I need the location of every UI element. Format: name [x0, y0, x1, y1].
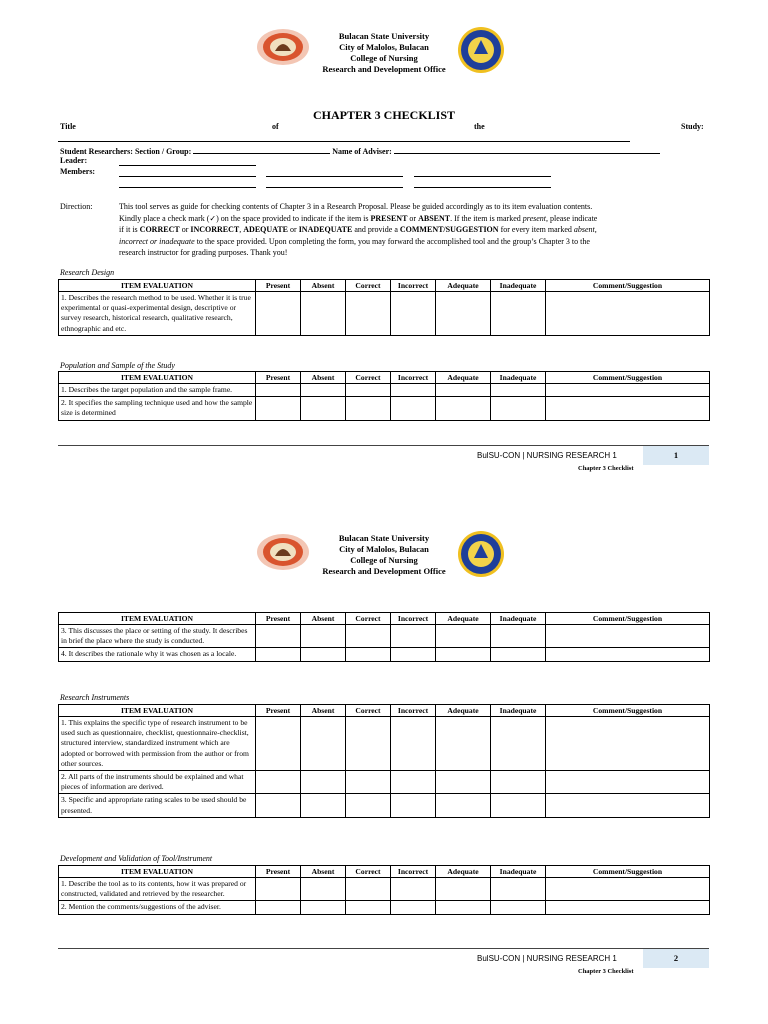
comment-suggestion-cell[interactable]	[546, 397, 710, 420]
college-name: College of Nursing	[350, 555, 418, 565]
column-header-incorrect: Incorrect	[391, 866, 436, 878]
member-field-2[interactable]	[266, 168, 403, 177]
column-header-correct: Correct	[346, 866, 391, 878]
correct-cell[interactable]	[346, 384, 391, 397]
comment-suggestion-cell[interactable]	[546, 384, 710, 397]
section-title-validation: Development and Validation of Tool/Instrument	[60, 854, 213, 863]
inadequate-cell[interactable]	[491, 771, 546, 794]
adequate-cell[interactable]	[436, 717, 491, 771]
absent-cell[interactable]	[301, 901, 346, 914]
item-text: 1. This explains the specific type of research instrument to be used such as questionnaire, checklist, questionnaire-checklist, structured interview, standardized instrument which are adopted or borrowed with permission from the author or from other sources.	[59, 717, 256, 771]
column-header-absent: Absent	[301, 280, 346, 292]
column-header-present: Present	[256, 705, 301, 717]
incorrect-cell[interactable]	[391, 397, 436, 420]
present-cell[interactable]	[256, 397, 301, 420]
column-header-inadequate: Inadequate	[491, 613, 546, 625]
absent-cell[interactable]	[301, 878, 346, 901]
column-header-incorrect: Incorrect	[391, 613, 436, 625]
direction-line-5: research instructor for grading purposes. Thank you!	[119, 248, 288, 257]
office-name: Research and Development Office	[322, 566, 446, 576]
absent-cell[interactable]	[301, 794, 346, 817]
correct-cell[interactable]	[346, 397, 391, 420]
column-header-adequate: Adequate	[436, 866, 491, 878]
section-title-design: Research Design	[60, 268, 115, 277]
university-name: Bulacan State University	[338, 31, 430, 41]
footer-text: BulSU-CON | NURSING RESEARCH 1	[477, 451, 617, 460]
item-text: 3. This discusses the place or setting of the study. It describes in brief the place where the study is conducted.	[59, 625, 256, 648]
footer-text: BulSU-CON | NURSING RESEARCH 1	[477, 954, 617, 963]
column-header-correct: Correct	[346, 705, 391, 717]
direction-line-4: incorrect or inadequate to the space provided. Upon completing the form, you may forward the accomplished tool and the group’s Chapter 3 to the	[119, 236, 590, 246]
section-title-population: Population and Sample of the Study	[60, 361, 175, 370]
table-header-row	[59, 613, 710, 625]
column-header-present: Present	[256, 866, 301, 878]
item-text: 2. Mention the comments/suggestions of the adviser.	[59, 901, 256, 914]
present-cell[interactable]	[256, 384, 301, 397]
present-cell[interactable]	[256, 648, 301, 661]
column-header-item-evaluation: ITEM EVALUATION	[59, 280, 256, 292]
column-header-correct: Correct	[346, 280, 391, 292]
column-header-comment-suggestion: Comment/Suggestion	[546, 280, 710, 292]
inadequate-cell[interactable]	[491, 901, 546, 914]
item-text: 4. It describes the rationale why it was chosen as a locale.	[59, 648, 256, 661]
table-row	[59, 771, 710, 794]
item-text: 1. Describe the tool as to its contents, how it was prepared or constructed, validated and retrieved by the researcher.	[59, 878, 256, 901]
table-header-row	[59, 280, 710, 292]
present-cell[interactable]	[256, 771, 301, 794]
present-cell[interactable]	[256, 901, 301, 914]
of-label: of	[272, 122, 279, 131]
column-header-item-evaluation: ITEM EVALUATION	[59, 705, 256, 717]
adequate-cell[interactable]	[436, 878, 491, 901]
table-instruments	[58, 704, 710, 818]
incorrect-cell[interactable]	[391, 771, 436, 794]
table-header-row	[59, 705, 710, 717]
title-label: Title	[60, 122, 76, 131]
incorrect-cell[interactable]	[391, 794, 436, 817]
leader-field[interactable]	[119, 157, 256, 166]
page-number-box: 1	[643, 446, 709, 465]
college-name: College of Nursing	[350, 53, 418, 63]
present-cell[interactable]	[256, 292, 301, 336]
absent-cell[interactable]	[301, 292, 346, 336]
table-row	[59, 292, 710, 336]
column-header-correct: Correct	[346, 613, 391, 625]
member-field-6[interactable]	[414, 179, 551, 188]
absent-cell[interactable]	[301, 384, 346, 397]
item-text: 2. It specifies the sampling technique used and how the sample size is determined	[59, 397, 256, 420]
office-name: Research and Development Office	[322, 64, 446, 74]
present-cell[interactable]	[256, 878, 301, 901]
inadequate-cell[interactable]	[491, 384, 546, 397]
comment-suggestion-cell[interactable]	[546, 625, 710, 648]
footer-divider	[58, 445, 709, 446]
column-header-comment-suggestion: Comment/Suggestion	[546, 372, 710, 384]
table-row	[59, 625, 710, 648]
table-header-row	[59, 866, 710, 878]
title-field[interactable]	[58, 141, 630, 142]
inadequate-cell[interactable]	[491, 397, 546, 420]
absent-cell[interactable]	[301, 397, 346, 420]
column-header-absent: Absent	[301, 705, 346, 717]
column-header-comment-suggestion: Comment/Suggestion	[546, 613, 710, 625]
table-population	[58, 371, 710, 421]
column-header-inadequate: Inadequate	[491, 280, 546, 292]
member-field-4[interactable]	[119, 179, 256, 188]
university-header	[0, 533, 768, 577]
researchers-label: Student Researchers:	[60, 147, 133, 156]
inadequate-cell[interactable]	[491, 292, 546, 336]
nursing-seal-icon	[457, 26, 505, 74]
inadequate-cell[interactable]	[491, 794, 546, 817]
column-header-correct: Correct	[346, 372, 391, 384]
column-header-comment-suggestion: Comment/Suggestion	[546, 705, 710, 717]
incorrect-cell[interactable]	[391, 901, 436, 914]
direction-line-3: if it is CORRECT or INCORRECT, ADEQUATE or INADEQUATE and provide a COMMENT/SUGGESTION for every item marked absent,	[119, 225, 597, 234]
column-header-absent: Absent	[301, 866, 346, 878]
correct-cell[interactable]	[346, 901, 391, 914]
university-city: City of Malolos, Bulacan	[339, 42, 429, 52]
inadequate-cell[interactable]	[491, 648, 546, 661]
adequate-cell[interactable]	[436, 901, 491, 914]
column-header-present: Present	[256, 372, 301, 384]
inadequate-cell[interactable]	[491, 878, 546, 901]
correct-cell[interactable]	[346, 878, 391, 901]
absent-cell[interactable]	[301, 648, 346, 661]
item-text: 3. Specific and appropriate rating scales to be used should be presented.	[59, 794, 256, 817]
running-title: Chapter 3 Checklist	[578, 465, 634, 472]
column-header-present: Present	[256, 280, 301, 292]
page-number-box: 2	[643, 949, 709, 968]
nursing-seal-icon	[457, 530, 505, 578]
column-header-item-evaluation: ITEM EVALUATION	[59, 613, 256, 625]
item-text: 2. All parts of the instruments should be explained and what pieces of information are derived.	[59, 771, 256, 794]
table-row	[59, 648, 710, 661]
section-field[interactable]	[193, 145, 330, 154]
direction-label: Direction:	[60, 202, 93, 211]
incorrect-cell[interactable]	[391, 292, 436, 336]
column-header-item-evaluation: ITEM EVALUATION	[59, 866, 256, 878]
form-title: CHAPTER 3 CHECKLIST	[312, 108, 456, 122]
members-label: Members:	[60, 167, 96, 176]
the-label: the	[474, 122, 485, 131]
member-field-1[interactable]	[119, 168, 256, 177]
correct-cell[interactable]	[346, 794, 391, 817]
direction-text	[119, 201, 719, 259]
correct-cell[interactable]	[346, 771, 391, 794]
column-header-incorrect: Incorrect	[391, 372, 436, 384]
incorrect-cell[interactable]	[391, 878, 436, 901]
column-header-adequate: Adequate	[436, 372, 491, 384]
comment-suggestion-cell[interactable]	[546, 717, 710, 771]
incorrect-cell[interactable]	[391, 384, 436, 397]
column-header-absent: Absent	[301, 372, 346, 384]
comment-suggestion-cell[interactable]	[546, 648, 710, 661]
university-name: Bulacan State University	[338, 533, 430, 543]
adequate-cell[interactable]	[436, 648, 491, 661]
table-row	[59, 794, 710, 817]
item-text: 1. Describes the target population and the sample frame.	[59, 384, 256, 397]
adequate-cell[interactable]	[436, 292, 491, 336]
comment-suggestion-cell[interactable]	[546, 901, 710, 914]
comment-suggestion-cell[interactable]	[546, 771, 710, 794]
running-title: Chapter 3 Checklist	[578, 968, 634, 975]
column-header-inadequate: Inadequate	[491, 866, 546, 878]
member-field-3[interactable]	[414, 168, 551, 177]
present-cell[interactable]	[256, 794, 301, 817]
table-row	[59, 717, 710, 771]
table-row	[59, 878, 710, 901]
column-header-comment-suggestion: Comment/Suggestion	[546, 866, 710, 878]
incorrect-cell[interactable]	[391, 717, 436, 771]
column-header-incorrect: Incorrect	[391, 705, 436, 717]
column-header-incorrect: Incorrect	[391, 280, 436, 292]
table-validation	[58, 865, 710, 915]
incorrect-cell[interactable]	[391, 625, 436, 648]
direction-line-1: This tool serves as guide for checking contents of Chapter 3 in a Research Proposal. Please be guided accordingly as to its item evaluation contents.	[119, 202, 593, 211]
column-header-absent: Absent	[301, 613, 346, 625]
correct-cell[interactable]	[346, 625, 391, 648]
adviser-field[interactable]	[394, 145, 660, 154]
university-city: City of Malolos, Bulacan	[339, 544, 429, 554]
direction-line-2: Kindly place a check mark (✓) on the space provided to indicate if the item is PRESENT or ABSENT. If the item is marked present, please indicate	[119, 213, 598, 223]
comment-suggestion-cell[interactable]	[546, 292, 710, 336]
item-text: 1. Describes the research method to be used. Whether it is true experimental or quasi-experimental design, descriptive or survey research, historical research, qualitative research, ethnographic and etc.	[59, 292, 256, 336]
column-header-adequate: Adequate	[436, 280, 491, 292]
inadequate-cell[interactable]	[491, 717, 546, 771]
comment-suggestion-cell[interactable]	[546, 794, 710, 817]
column-header-inadequate: Inadequate	[491, 372, 546, 384]
leader-label: Leader:	[60, 156, 88, 165]
table-header-row	[59, 372, 710, 384]
column-header-inadequate: Inadequate	[491, 705, 546, 717]
adviser-label: Name of Adviser:	[332, 147, 392, 156]
comment-suggestion-cell[interactable]	[546, 878, 710, 901]
section-label: Section / Group:	[134, 147, 192, 156]
inadequate-cell[interactable]	[491, 625, 546, 648]
present-cell[interactable]	[256, 717, 301, 771]
column-header-adequate: Adequate	[436, 705, 491, 717]
column-header-item-evaluation: ITEM EVALUATION	[59, 372, 256, 384]
member-field-5[interactable]	[266, 179, 403, 188]
column-header-adequate: Adequate	[436, 613, 491, 625]
section-title-instruments: Research Instruments	[60, 693, 130, 702]
correct-cell[interactable]	[346, 292, 391, 336]
adequate-cell[interactable]	[436, 771, 491, 794]
adequate-cell[interactable]	[436, 397, 491, 420]
table-row	[59, 901, 710, 914]
absent-cell[interactable]	[301, 625, 346, 648]
table-row	[59, 397, 710, 420]
university-header	[0, 31, 768, 75]
adequate-cell[interactable]	[436, 625, 491, 648]
footer-divider	[58, 948, 709, 949]
column-header-present: Present	[256, 613, 301, 625]
table-locale	[58, 612, 710, 662]
table-row	[59, 384, 710, 397]
absent-cell[interactable]	[301, 717, 346, 771]
present-cell[interactable]	[256, 625, 301, 648]
correct-cell[interactable]	[346, 648, 391, 661]
study-label: Study:	[681, 122, 704, 131]
correct-cell[interactable]	[346, 717, 391, 771]
incorrect-cell[interactable]	[391, 648, 436, 661]
adequate-cell[interactable]	[436, 794, 491, 817]
table-research-design	[58, 279, 710, 336]
adequate-cell[interactable]	[436, 384, 491, 397]
absent-cell[interactable]	[301, 771, 346, 794]
